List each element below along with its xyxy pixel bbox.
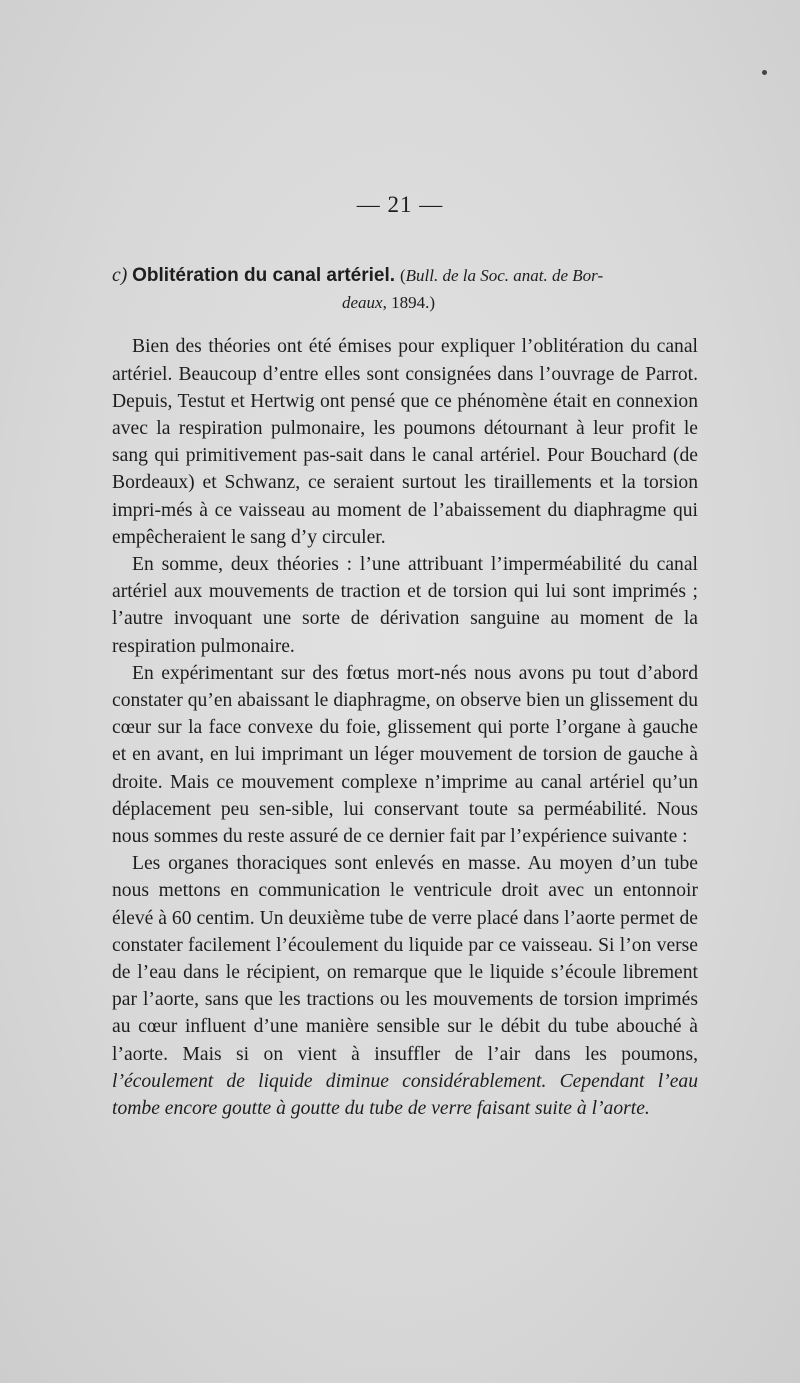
reference-line2 [112,289,698,316]
paragraph: Bien des théories ont été émises pour expliquer l’oblitération du canal artériel. Beaucoup d’entre elles sont consignées dans l’ouvrage de Parrot. Depuis, Testut et Hertwig ont pensé que ce phénomène était en connexion avec la respiration pulmonaire, les poumons détournant à leur profit le sang qui primitivement pas-sait dans le canal artériel. Pour Bouchard (de Bordeaux) et Schwanz, ce seraient surtout les tiraillements et la torsion impri-més à ce vaisseau au moment de l’abaissement du diaphragme qui empêcheraient le sang d’y circuler. [112,336,698,548]
emphasized-text: l’écoulement de liquide diminue considérablement. Cependant l’eau tombe encore goutte à goutte du tube de verre faisant suite à l’aorte. [112,1070,698,1120]
paragraph: En expérimentant sur des fœtus mort-nés nous avons pu tout d’abord constater qu’en abaissant le diaphragme, on observe bien un glissement du cœur sur la face convexe du foie, glissement qui porte l’organe à gauche et en avant, en lui imprimant un léger mouvement de torsion de gauche à droite. Mais ce mouvement complexe n’imprime au canal artériel qu’un déplacement peu sen-sible, lui conservant toute sa perméabilité. Nous nous sommes du reste assuré de ce dernier fait par l’expérience suivante : [112,662,698,848]
reference-year: , 1894.) [382,293,436,313]
reference-source-cont: deaux [342,293,383,313]
speck-mark [762,70,767,75]
page-number: — 21 — [356,192,444,217]
section-label: c) [112,265,128,286]
paragraph-last [112,850,698,1122]
section-heading [112,262,698,316]
section-title: Oblitération du canal artériel. [132,265,396,286]
reference-source: Bull. de la Soc. anat. de Bor- [405,266,604,285]
paragraph: En somme, deux théories : l’une attribuant l’imperméabilité du canal artériel aux mouvements de traction et de torsion qui lui sont imprimés ; l’autre invoquant une sorte de dérivation sanguine au moment de la respiration pulmonaire. [112,554,698,657]
reference-open: ( [399,266,406,285]
paragraph-text: Les organes thoraciques sont enlevés en masse. Au moyen d’un tube nous mettons en communication le ventricule droit avec un entonnoir élevé à 60 centim. Un deuxième tube de verre placé dans l’aorte permet de constater facilement l’écoulement du liquide par ce vaisseau. Si l’on verse de l’eau dans le récipient, on remarque que le liquide s’écoule librement par l’aorte, sans que les tractions ou les mouvements de torsion imprimés au cœur influent d’une manière sensible sur le débit du tube abouché à l’aorte. Mais si on vient à insuffler de l’air dans les poumons, [112,853,698,1065]
page-body [112,262,698,1122]
